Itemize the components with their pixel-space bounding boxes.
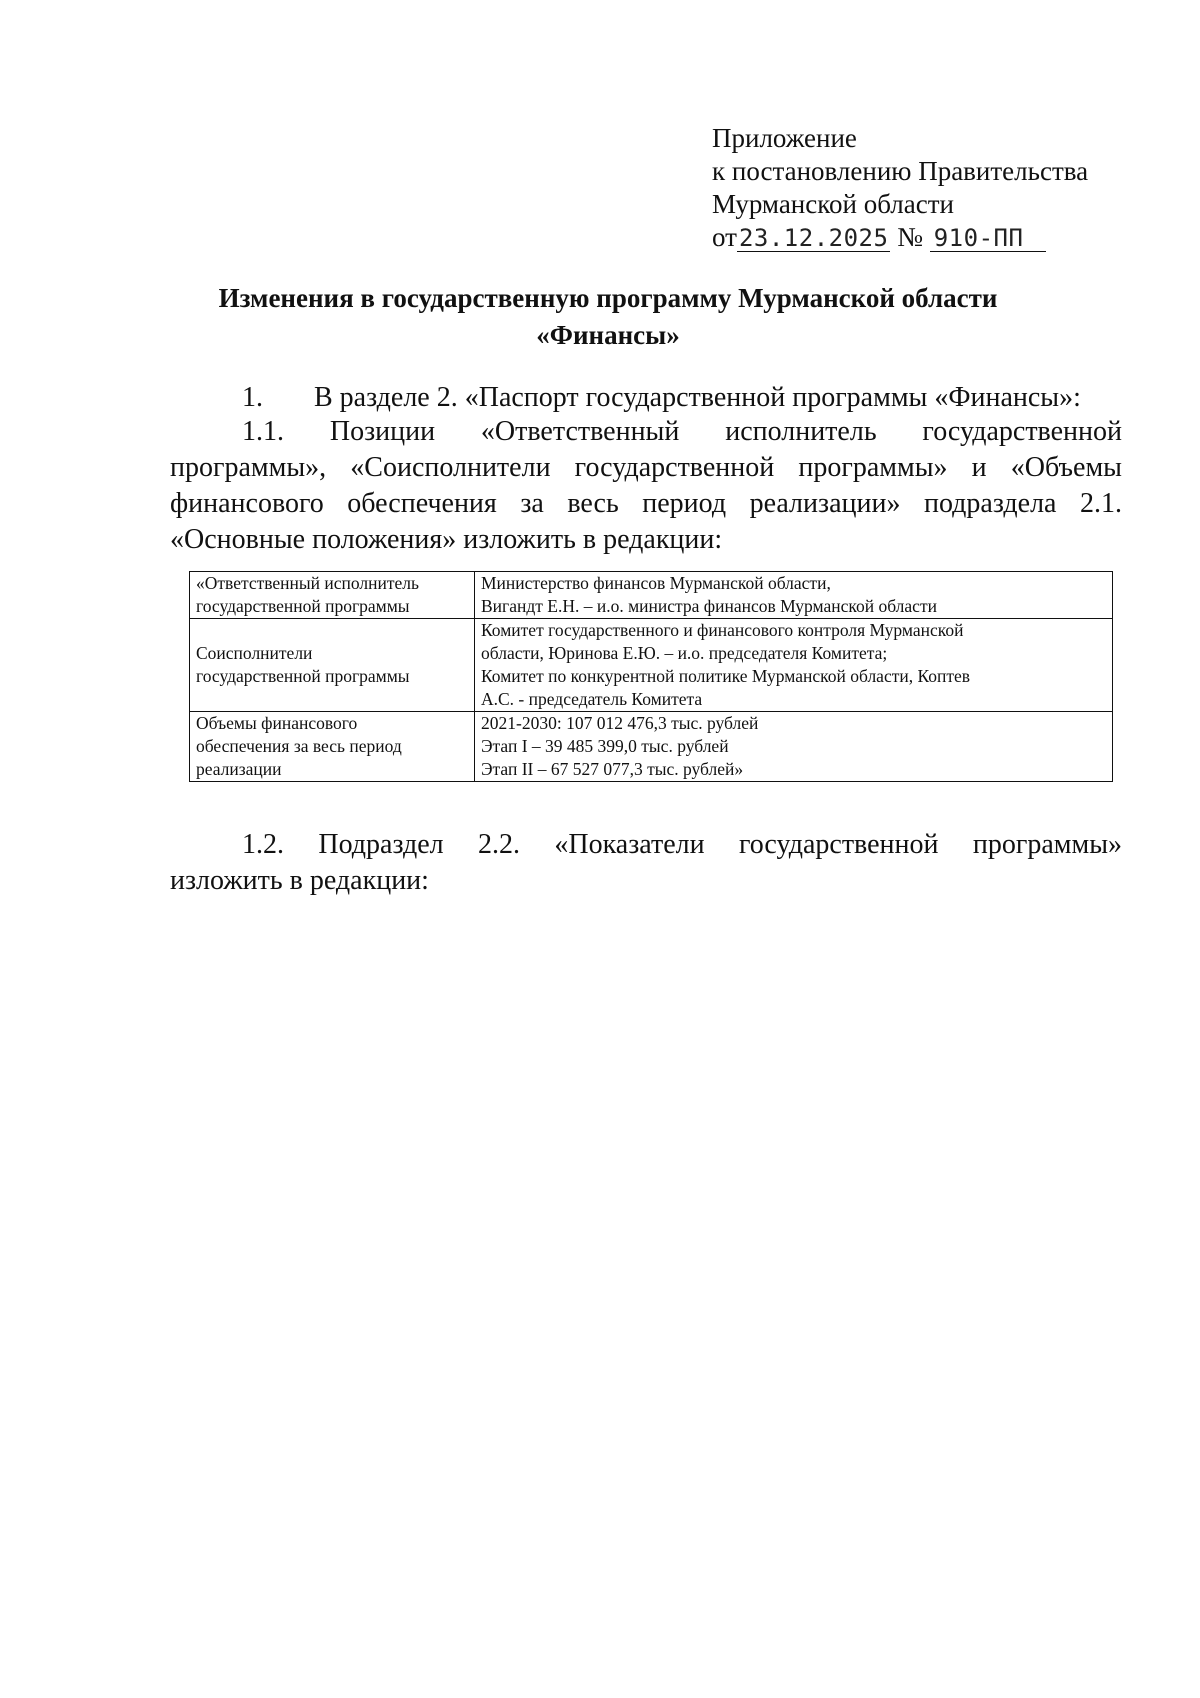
appendix-date-line <box>712 221 1088 254</box>
paragraph-1-number: 1. <box>242 382 263 413</box>
table-label-cell <box>190 572 475 619</box>
table-value-cell <box>475 712 1113 782</box>
resolution-number: 910-ПП <box>930 225 1046 252</box>
cell-text: Объемы финансового <box>196 713 358 733</box>
cell-text: Этап II – 67 527 077,3 тыс. рублей» <box>481 759 744 779</box>
title-line-1: Изменения в государственную программу Мурманской области <box>218 283 998 313</box>
cell-text: государственной программы <box>196 596 410 616</box>
appendix-resolution: к постановлению Правительства <box>712 156 1089 186</box>
cell-text: Этап I – 39 485 399,0 тыс. рублей <box>481 736 729 756</box>
cell-text: Комитет по конкурентной политике Мурманской области, Коптев <box>481 666 971 686</box>
table-label-cell <box>190 712 475 782</box>
cell-text: государственной программы <box>196 666 410 686</box>
cell-text: обеспечения за весь период <box>196 736 402 756</box>
appendix-title: Приложение <box>712 123 857 153</box>
cell-text: 2021-2030: 107 012 476,3 тыс. рублей <box>481 713 759 733</box>
appendix-region: Мурманской области <box>712 189 954 219</box>
cell-text: «Ответственный исполнитель <box>196 573 420 593</box>
paragraph-1 <box>170 380 1122 416</box>
table-value-cell <box>475 572 1113 619</box>
paragraph-1-2-tail: изложить в редакции: <box>170 865 429 896</box>
passport-table <box>189 571 1113 782</box>
table-value-cell <box>475 619 1113 712</box>
table-row <box>190 619 1113 712</box>
table-row <box>190 712 1113 782</box>
cell-text: реализации <box>196 759 282 779</box>
cell-text: Соисполнители <box>196 643 313 663</box>
cell-text: А.С. - председатель Комитета <box>481 689 703 709</box>
paragraph-1-2-text: 1.2. Подраздел 2.2. «Показатели государственной программы» <box>242 829 1122 860</box>
cell-text: области, Юринова Е.Ю. – и.о. председателя Комитета; <box>481 643 888 663</box>
title-line-2: «Финансы» <box>536 320 680 350</box>
appendix-block <box>712 122 1088 254</box>
document-title <box>170 280 1046 354</box>
paragraph-1-text: В разделе 2. «Паспорт государственной программы «Финансы»: <box>314 382 1081 413</box>
cell-text: Комитет государственного и финансового контроля Мурманской <box>481 620 964 640</box>
resolution-date: 23.12.2025 <box>738 224 889 252</box>
table-label-cell <box>190 619 475 712</box>
date-prefix: от <box>712 222 737 252</box>
paragraph-1-1: 1.1. Позиции «Ответственный исполнитель государственной программы», «Соисполнители государственной программы» и «Объемы финансового обеспечения за весь период реализации» подраздела 2.1. «Основные положения» изложить в редакции: <box>170 416 1122 555</box>
number-sign: № <box>897 222 923 252</box>
cell-text: Министерство финансов Мурманской области, <box>481 573 831 593</box>
cell-text: Вигандт Е.Н. – и.о. министра финансов Мурманской области <box>481 596 937 616</box>
paragraph-1-2 <box>170 827 1122 899</box>
table-row <box>190 572 1113 619</box>
